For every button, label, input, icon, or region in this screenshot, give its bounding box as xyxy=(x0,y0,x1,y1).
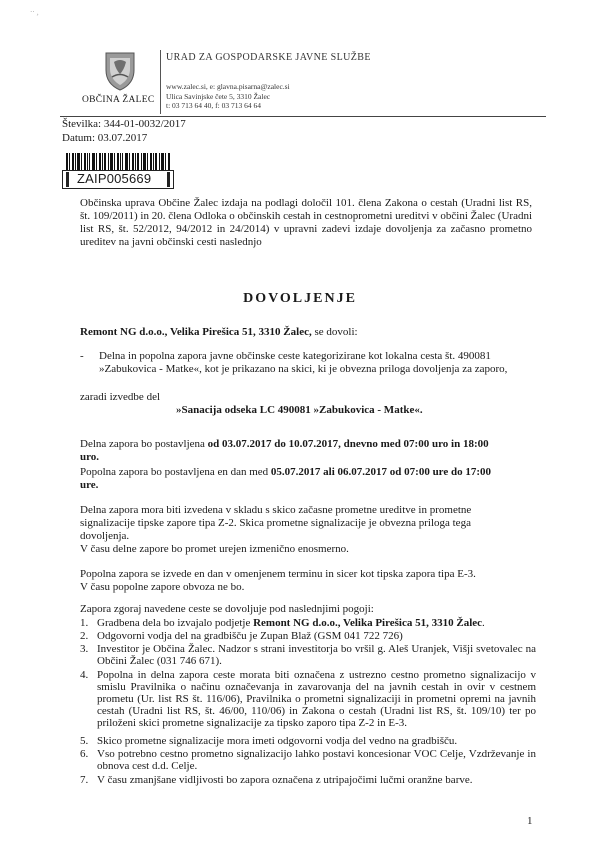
condition-item xyxy=(80,617,536,629)
header-divider xyxy=(160,50,161,114)
condition-text-part: Gradbena dela bo izvajalo podjetje xyxy=(97,617,254,629)
condition-company: Remont NG d.o.o., Velika Pirešica 51, 3310 Žalec xyxy=(253,617,483,629)
reason-project: »Sanacija odseka LC 490081 »Zabukovica - Matke«. xyxy=(176,404,423,416)
full-execution-line-1: Popolna zapora se izvede en dan v omenjenem terminu in sicer kot tipska zapora tipa E-3. xyxy=(80,568,476,580)
permission-dash: - xyxy=(80,350,84,362)
full-closure-text: Popolna zapora bo postavljena en dan med xyxy=(80,466,271,478)
condition-text-end: . xyxy=(482,617,485,629)
condition-number: 1. xyxy=(80,617,89,629)
condition-text xyxy=(97,617,536,629)
condition-item xyxy=(80,774,536,786)
permission-line-2: »Zabukovica - Matke«, kot je prikazano na skici, ki je obvezna priloga dovoljenja za zaporo, xyxy=(99,363,508,375)
municipality-name: OBČINA ŽALEC xyxy=(82,95,155,105)
condition-text: Skico prometne signalizacije mora imeti odgovorni vodja del vedno na gradbišču. xyxy=(97,735,458,747)
partial-execution-line-2: signalizacije tipske zapore tipa Z-2. Skica prometne signalizacije je obvezna priloga tega xyxy=(80,517,471,529)
condition-item xyxy=(80,669,536,729)
reference-number: Številka: 344-01-0032/2017 xyxy=(62,118,186,130)
condition-number: 7. xyxy=(80,774,89,786)
partial-execution-line-3: dovoljenja. xyxy=(80,530,130,542)
full-closure-line-1 xyxy=(80,466,491,479)
full-closure-line-2: ure. xyxy=(80,479,99,491)
condition-number: 4. xyxy=(80,669,89,681)
condition-item xyxy=(80,748,536,772)
reason-prefix: zaradi izvedbe del xyxy=(80,391,161,403)
applicant-suffix: se dovoli: xyxy=(311,326,358,338)
barcode-code: ZAIP005669 xyxy=(62,170,174,189)
condition-number: 2. xyxy=(80,630,89,642)
condition-text: Popolna in delna zapora ceste morata biti označena z ustrezno cestno prometno signalizacijo v smislu Pravilnika o načinu označevanja in zavarovanja del na javnih cestah in ovir v cestnem prometu (Ur. list RS št. 116/06), Pravilnika o prometni signalizaciji in prometni opremi na javnih cestah (Uradni list RS, št. 46/00, 110/06) in Zakona o cestah (Uradni list RS, št. 109/10) ter po priloženi skici prometne signalizacije za tipsko zaporo tipa Z-2 in E-3. xyxy=(97,669,536,729)
condition-text: Odgovorni vodja del na gradbišču je Zupan Blaž (GSM 041 722 726) xyxy=(97,630,403,642)
intro-paragraph: Občinska uprava Občine Žalec izdaja na podlagi določil 101. člena Zakona o cestah (Uradni list RS, št. 109/2011) in 20. člena Odloka o občinskih cestah in cestnoprometni ureditvi v občini Žalec (Uradni list RS, št. 52/2012, 94/2012 in 24/2014) v upravni zadevi izdaje dovoljenja za začasno prometno ureditev na javni občinski cesti naslednjo xyxy=(80,197,533,248)
partial-execution-line-1: Delna zapora mora biti izvedena v skladu s skico začasne prometne ureditve in prometne xyxy=(80,504,472,516)
conditions-intro: Zapora zgoraj navedene ceste se dovoljuje pod naslednjimi pogoji: xyxy=(80,603,374,615)
condition-number: 6. xyxy=(80,748,89,760)
condition-item xyxy=(80,630,536,642)
contact-address: Ulica Savinjske čete 5, 3310 Žalec xyxy=(166,91,271,101)
condition-item xyxy=(80,643,536,667)
contact-block xyxy=(166,82,290,111)
contact-web-email: www.zalec.si, e: glavna.pisarna@zalec.si xyxy=(166,82,290,91)
partial-closure-line-2: uro. xyxy=(80,451,100,463)
reference-block xyxy=(62,118,186,145)
condition-text: Investitor je Občina Žalec. Nadzor s strani investitorja bo vršil g. Aleš Uranjek, Višji svetovalec na Občini Žalec (031 746 671). xyxy=(97,643,536,667)
applicant-line xyxy=(80,326,358,339)
condition-number: 3. xyxy=(80,643,89,655)
condition-item xyxy=(80,735,536,747)
barcode-bars-icon xyxy=(64,153,174,171)
applicant-name: Remont NG d.o.o., Velika Pirešica 51, 3310 Žalec, xyxy=(80,326,312,338)
document-title: DOVOLJENJE xyxy=(243,291,357,306)
permission-line-1: Delna in popolna zapora javne občinske ceste kategorizirane kot lokalna cesta št. 490081 xyxy=(99,350,491,362)
partial-closure-dates: od 03.07.2017 do 10.07.2017, dnevno med 07:00 uro in 18:00 xyxy=(207,438,489,450)
margin-marks: ·· ¸ xyxy=(30,8,39,16)
partial-closure-text: Delna zapora bo postavljena xyxy=(80,438,208,450)
header-rule xyxy=(60,116,546,117)
contact-phone-fax: t: 03 713 64 40, f: 03 713 64 64 xyxy=(166,101,261,111)
full-closure-dates: 05.07.2017 ali 06.07.2017 od 07:00 ure do 17:00 xyxy=(270,466,492,478)
barcode xyxy=(62,153,174,189)
condition-number: 5. xyxy=(80,735,89,747)
office-name: URAD ZA GOSPODARSKE JAVNE SLUŽBE xyxy=(166,52,371,63)
page-number: 1 xyxy=(527,815,533,827)
condition-text: Vso potrebno cestno prometno signalizacijo lahko postavi koncesionar VOC Celje, Vzdrževanje in obnova cest d.d. Celje. xyxy=(97,748,536,772)
reference-date: Datum: 03.07.2017 xyxy=(62,131,148,144)
coat-of-arms-icon xyxy=(102,50,138,92)
partial-closure-line-1 xyxy=(80,438,489,451)
full-execution-line-2: V času popolne zapore obvoza ne bo. xyxy=(80,581,245,593)
partial-execution-line-4: V času delne zapore bo promet urejen izmenično enosmerno. xyxy=(80,543,349,555)
condition-text: V času zmanjšane vidljivosti bo zapora označena z utripajočimi lučmi oranžne barve. xyxy=(97,774,473,786)
